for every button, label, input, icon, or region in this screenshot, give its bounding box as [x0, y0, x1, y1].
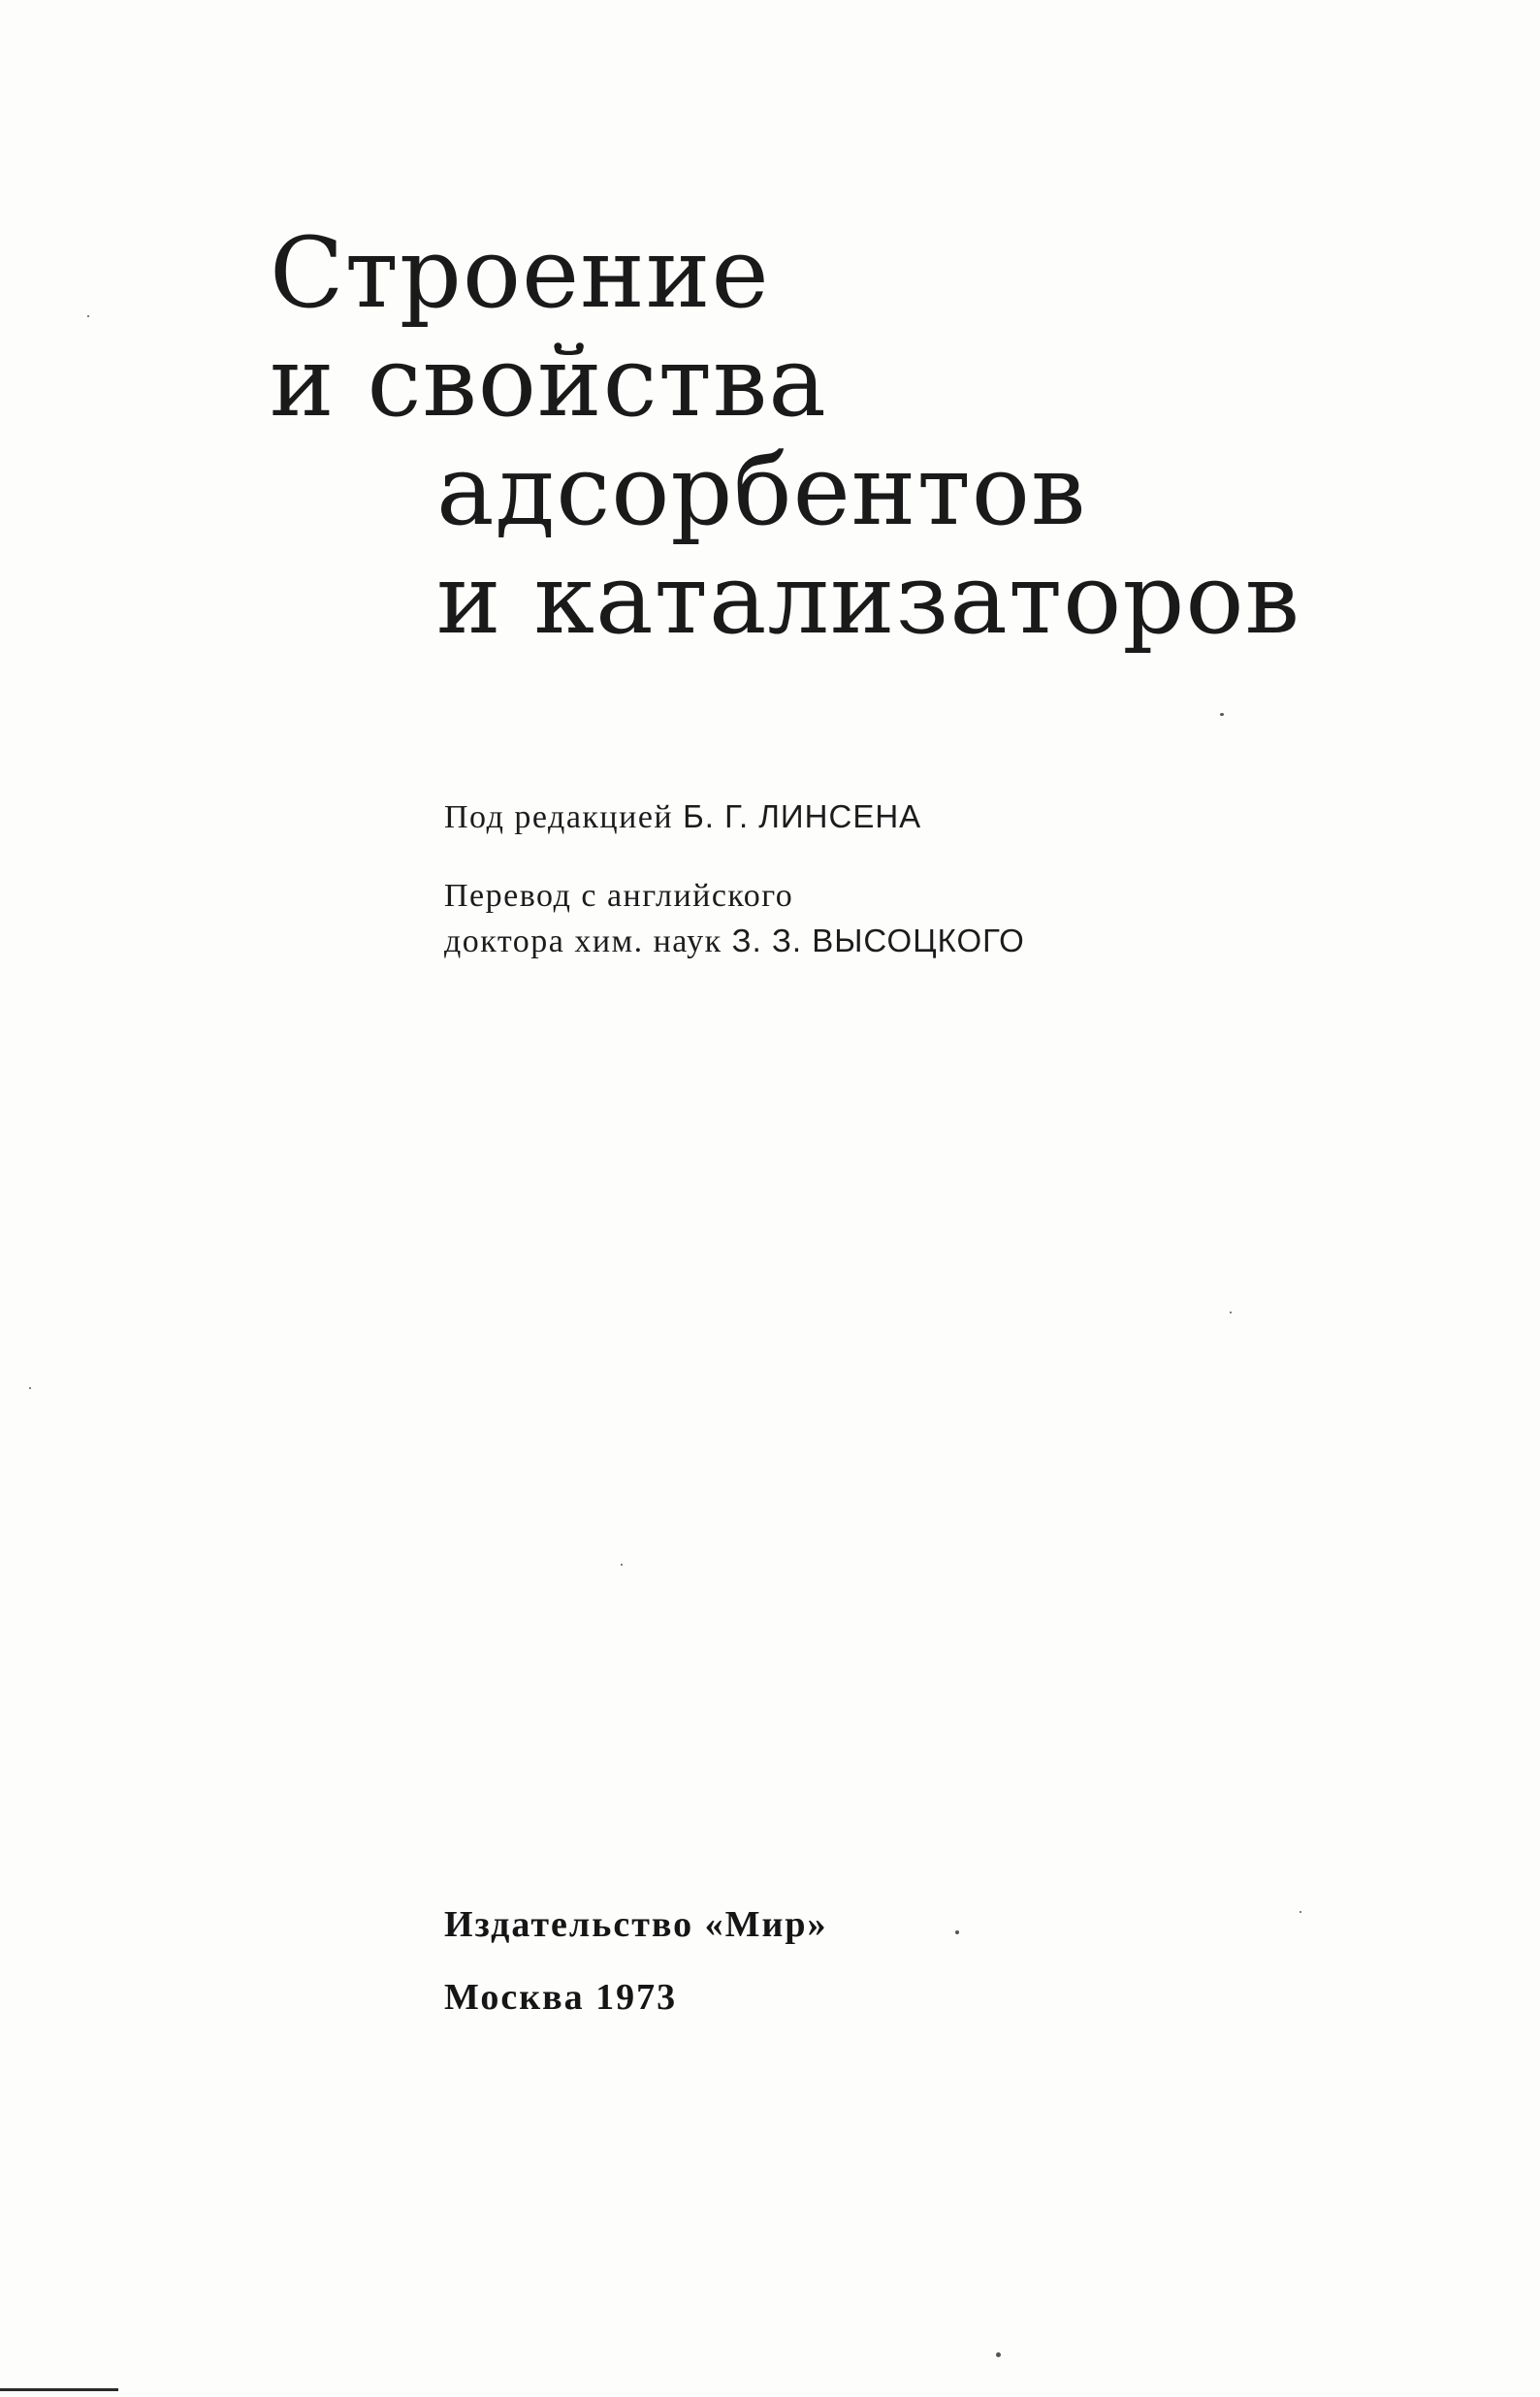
- translation-credit-line-1: Перевод с английского: [444, 878, 794, 914]
- scan-speck: [621, 1564, 623, 1566]
- publisher: Издательство «Мир»: [444, 1904, 828, 1945]
- book-title-line-2: и свойства: [270, 325, 827, 438]
- scan-speck: [1230, 1312, 1232, 1313]
- book-title-line-3: адсорбентов: [436, 434, 1087, 547]
- scan-speck: [996, 2352, 1001, 2357]
- city-year: Москва 1973: [444, 1977, 678, 2018]
- editor-prefix: Под редакцией: [444, 799, 674, 835]
- translation-credit-line-2: [444, 924, 1025, 958]
- scan-speck: [955, 1930, 959, 1934]
- scan-speck: [29, 1387, 31, 1389]
- editor-name: Б. Г. ЛИНСЕНА: [683, 798, 922, 834]
- book-title-line-1: Строение: [270, 216, 770, 330]
- scan-speck: [1220, 713, 1224, 716]
- translator-prefix: доктора хим. наук: [444, 923, 722, 959]
- scan-speck: [1299, 1911, 1301, 1913]
- book-title-line-4: и катализаторов: [436, 542, 1300, 656]
- scan-edge-line: [0, 2388, 118, 2391]
- editor-credit: [444, 800, 921, 834]
- translator-name: З. З. ВЫСОЦКОГО: [731, 923, 1025, 958]
- scan-speck: [87, 315, 89, 317]
